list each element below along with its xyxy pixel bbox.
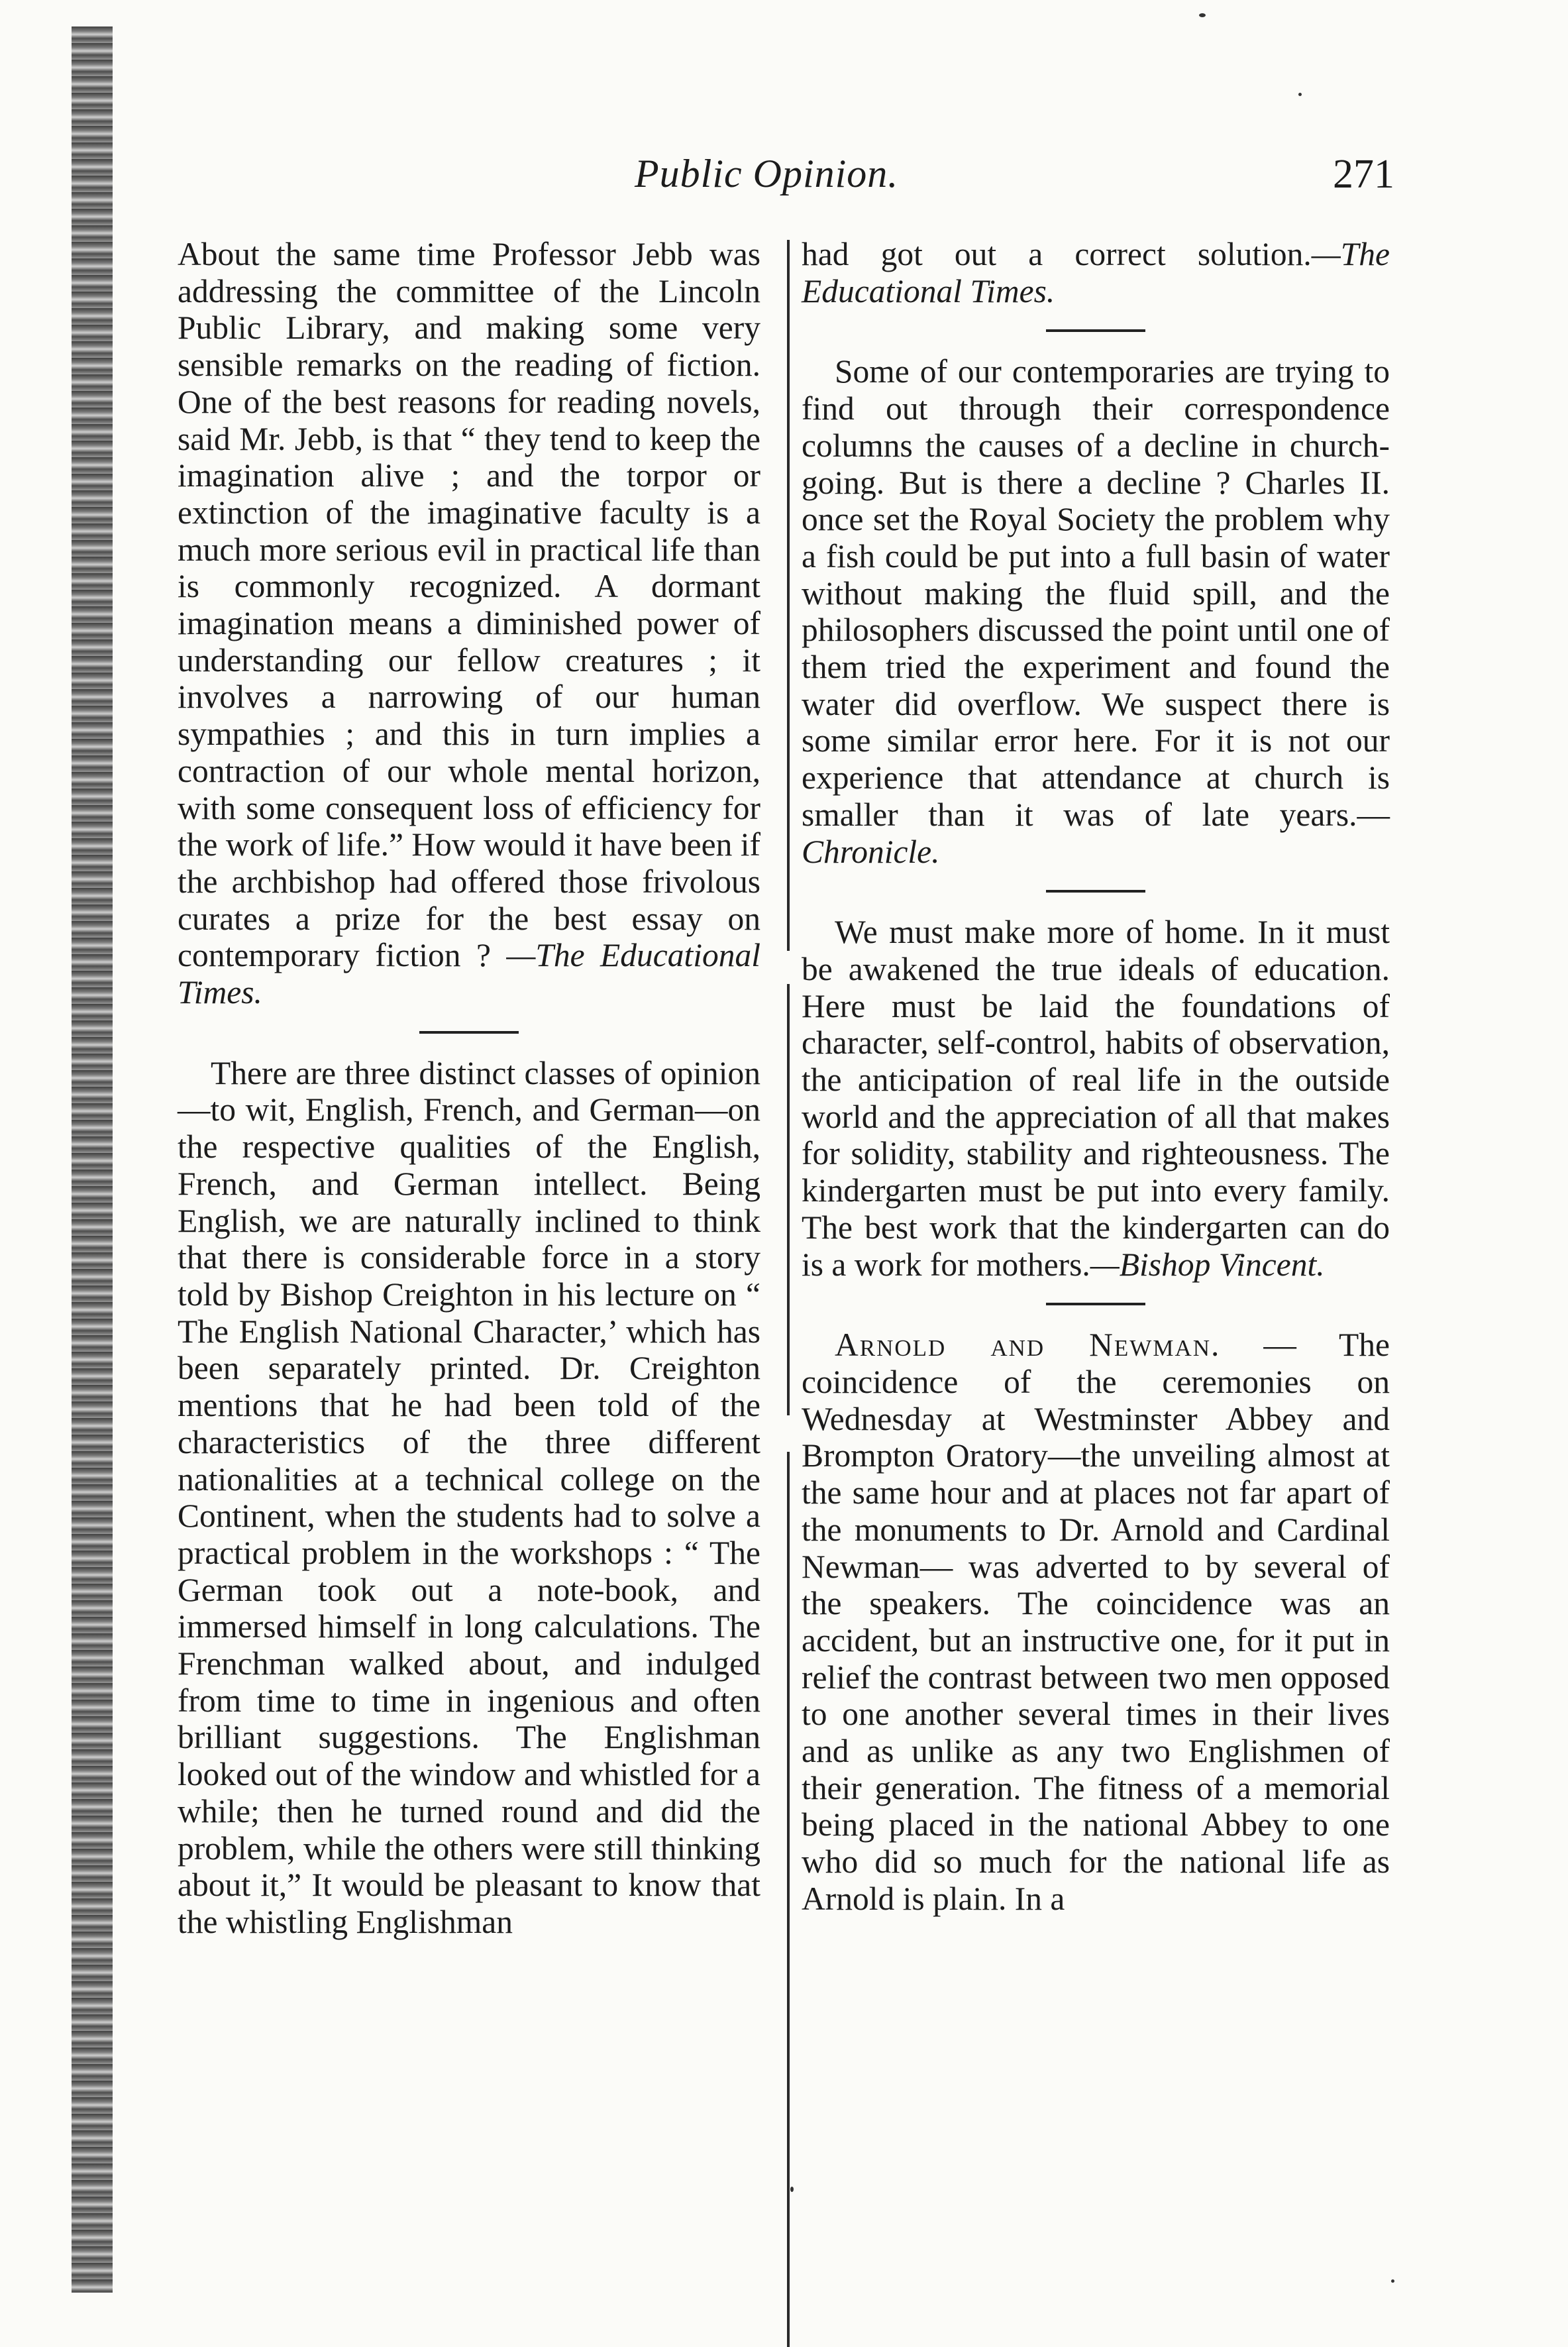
section-separator (419, 1031, 519, 1034)
article-text: had got out a correct solution. (802, 236, 1312, 272)
article-text: About the same time Professor Jebb was addressing the committee of the Lincoln Public Library, and making some very sensible remarks on the reading of fiction. One of the best reasons for reading novels, said Mr. Jebb, is that “ they tend to keep the imagination alive ; and the torpor or extinction of the imaginative faculty is a much more serious evil in practical life than is commonly recognized. A dormant imagination means a diminished power of understanding our fellow creatures ; it involves a narrowing of our human sympathies ; and this in turn implies a contraction of our whole mental horizon, with some consequent loss of efficiency for the work of life.” How would it have been if the archbishop had offered those frivolous curates a prize for the best essay on contemporary fiction ? (178, 236, 760, 974)
ink-speck (1298, 93, 1302, 96)
article-continuation (802, 236, 1390, 309)
article-arnold-newman (802, 1327, 1390, 1917)
section-separator (1046, 329, 1145, 332)
article-source: —The Educational Times. (178, 937, 760, 1011)
page-number: 271 (1333, 152, 1394, 197)
column-divider-gap (787, 951, 790, 984)
article-national-character (178, 1055, 760, 1941)
ink-speck (1199, 13, 1206, 17)
running-title: Public Opinion. (635, 152, 899, 195)
article-text: There are three distinct classes of opinion—to wit, English, French, and German—on the respective qualities of the English, French, and German intellect. Being English, we are naturally inclined to think that there is considerable force in a story told by Bishop Creighton in his lecture on “ The English National Character,’ which has been separately printed. Dr. Creighton mentions that he had been told of the characteristics of the three different nationalities at a technical college on the Continent, when the students had to solve a practical problem in the workshops : “ The German took out a note-book, and immersed himself in long calculations. The Frenchman walked about, and indulged from time to time in ingenious and often brilliant suggestions. The Englishman looked out of the window and whistled for a while; then he turned round and did the problem, while the others were still thinking about it,” It would be pleasant to know that the whistling Englishman (178, 1054, 760, 1940)
ink-speck (790, 2187, 794, 2192)
article-home-education (802, 914, 1390, 1283)
article-text: We must make more of home. In it must be awakened the true ideals of education. Here must be laid the foundations of character, self-control, habits of observation, the anticipation of real life in the outside world and the appreciation of all that makes for solidity, stability and righteousness. The kindergarten must be put into every family. The best work that the kindergarten can do is a work for mothers. (802, 914, 1390, 1283)
page-binding-edge (72, 27, 113, 2293)
column-divider (787, 240, 790, 2347)
article-source: —The Educational Times. (802, 236, 1390, 309)
ink-speck (1391, 2279, 1394, 2283)
article-text: — The coincidence of the ceremonies on Wednesday at Westminster Abbey and Brompton Oratory—the unveiling almost at the same hour and at places not far apart of the monuments to Dr. Arnold and Cardinal Newman— was adverted to by several of the speakers. The coincidence was an accident, but an instructive one, for it put in relief the contrast between two men opposed to one another several times in their lives and as unlike as any two Englishmen of their generation. The fitness of a memorial being placed in the national Abbey to one who did so much for the national life as Arnold is plain. In a (802, 1327, 1390, 1917)
article-jebb-fiction (178, 236, 760, 1011)
section-separator (1046, 890, 1145, 893)
right-column (802, 236, 1390, 1918)
article-heading: Arnold and Newman. (835, 1327, 1221, 1364)
article-church-going (802, 353, 1390, 870)
section-separator (1046, 1303, 1145, 1305)
article-source: —Bishop Vincent. (1090, 1246, 1325, 1283)
left-column (178, 236, 760, 1941)
article-source: Chronicle. (802, 833, 940, 870)
article-text: Some of our contemporaries are trying to find out through their correspondence columns the causes of a decline in church-going. But is there a decline ? Charles II. once set the Royal Society the problem why a fish could be put into a full basin of water without making the fluid spill, and the philosophers discussed the point until one of them tried the experiment and found the water did overflow. We suspect there is some similar error here. For it is not our experience that attendance at church is smaller than it was of late years.— (802, 353, 1390, 833)
column-divider-gap (787, 1415, 790, 1452)
page-header (0, 151, 1568, 204)
